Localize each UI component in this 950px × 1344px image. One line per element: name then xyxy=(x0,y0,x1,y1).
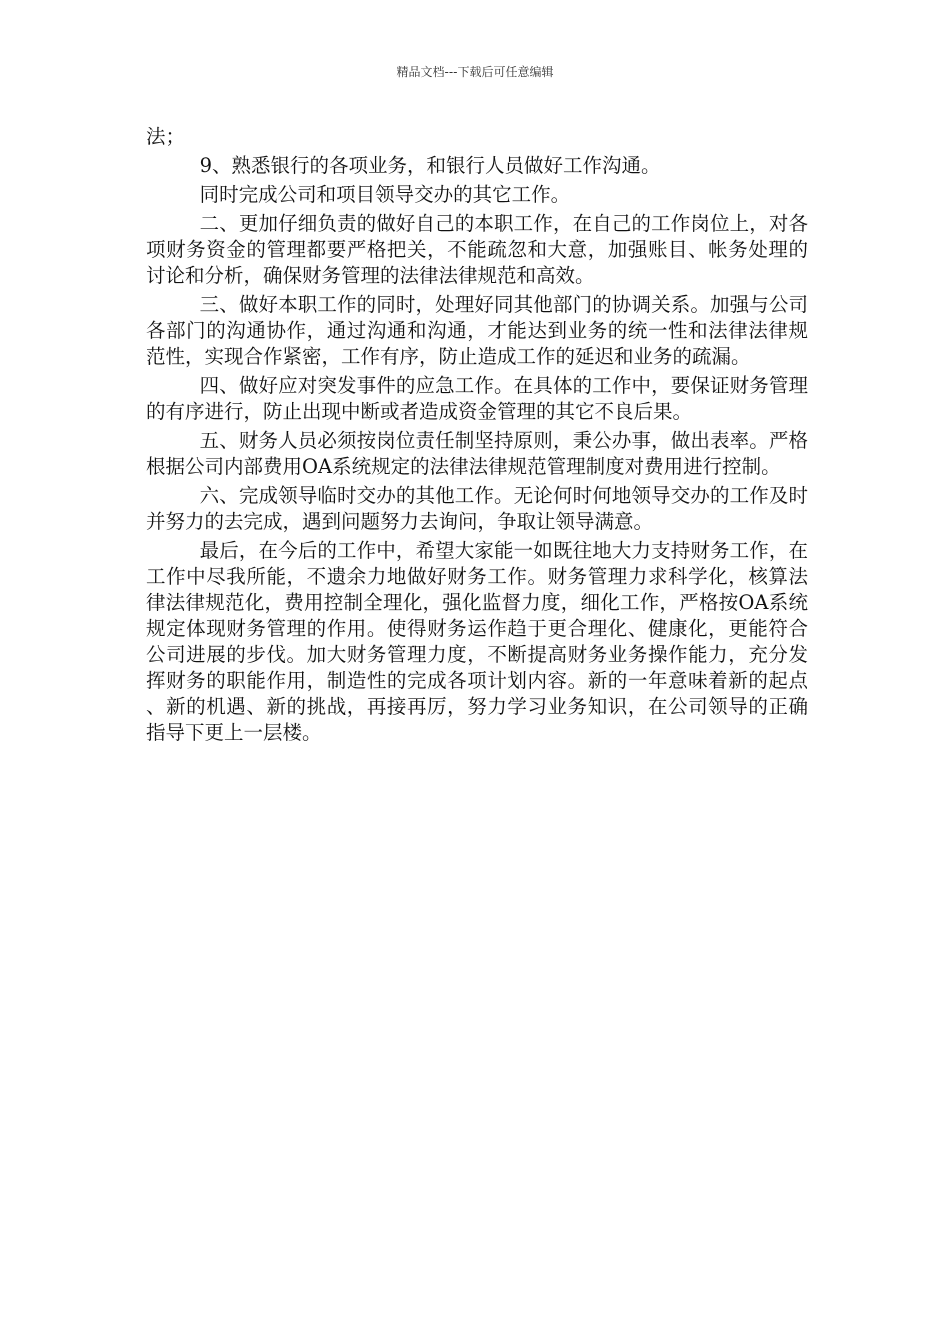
paragraph-item-9: 9、熟悉银行的各项业务，和银行人员做好工作沟通。 xyxy=(199,154,661,177)
paragraph-other-tasks: 同时完成公司和项目领导交办的其它工作。 xyxy=(199,183,571,206)
paragraph-section-2: 二、更加仔细负责的做好自己的本职工作，在自己的工作岗位上，对各项财务资金的管理都要严格把关，不能疏忽和大意，加强账目、帐务处理的讨论和分析，确保财务管理的法律法律规范和高效。 xyxy=(146,212,808,287)
paragraph-conclusion: 最后，在今后的工作中，希望大家能一如既往地大力支持财务工作，在工作中尽我所能，不遗余力地做好财务工作。财务管理力求科学化，核算法律法律规范化，费用控制全理化，强化监督力度，细化工作，严格按OA系统规定体现财务管理的作用。使得财务运作趋于更合理化、健康化，更能符合公司进展的步伐。加大财务管理力度，不断提高财务业务操作能力，充分发挥财务的职能作用，制造性的完成各项计划内容。新的一年意味着新的起点、新的机遇、新的挑战，再接再厉，努力学习业务知识，在公司领导的正确指导下更上一层楼。 xyxy=(146,539,808,744)
paragraph-section-4: 四、做好应对突发事件的应急工作。在具体的工作中，要保证财务管理的有序进行，防止出现中断或者造成资金管理的其它不良后果。 xyxy=(146,374,808,423)
document-body xyxy=(146,124,808,749)
paragraph-continuation: 法； xyxy=(146,125,186,148)
paragraph-section-5: 五、财务人员必须按岗位责任制坚持原则，秉公办事，做出表率。严格根据公司内部费用OA系统规定的法律法律规范管理制度对费用进行控制。 xyxy=(146,429,808,478)
paragraph-section-3: 三、做好本职工作的同时，处理好同其他部门的协调关系。加强与公司各部门的沟通协作，通过沟通和沟通，才能达到业务的统一性和法律法律规范性，实现合作紧密，工作有序，防止造成工作的延迟和业务的疏漏。 xyxy=(146,293,808,368)
page-header: 精品文档---下载后可任意编辑 xyxy=(396,65,554,79)
paragraph-section-6: 六、完成领导临时交办的其他工作。无论何时何地领导交办的工作及时并努力的去完成，遇到问题努力去询问，争取让领导满意。 xyxy=(146,484,808,533)
